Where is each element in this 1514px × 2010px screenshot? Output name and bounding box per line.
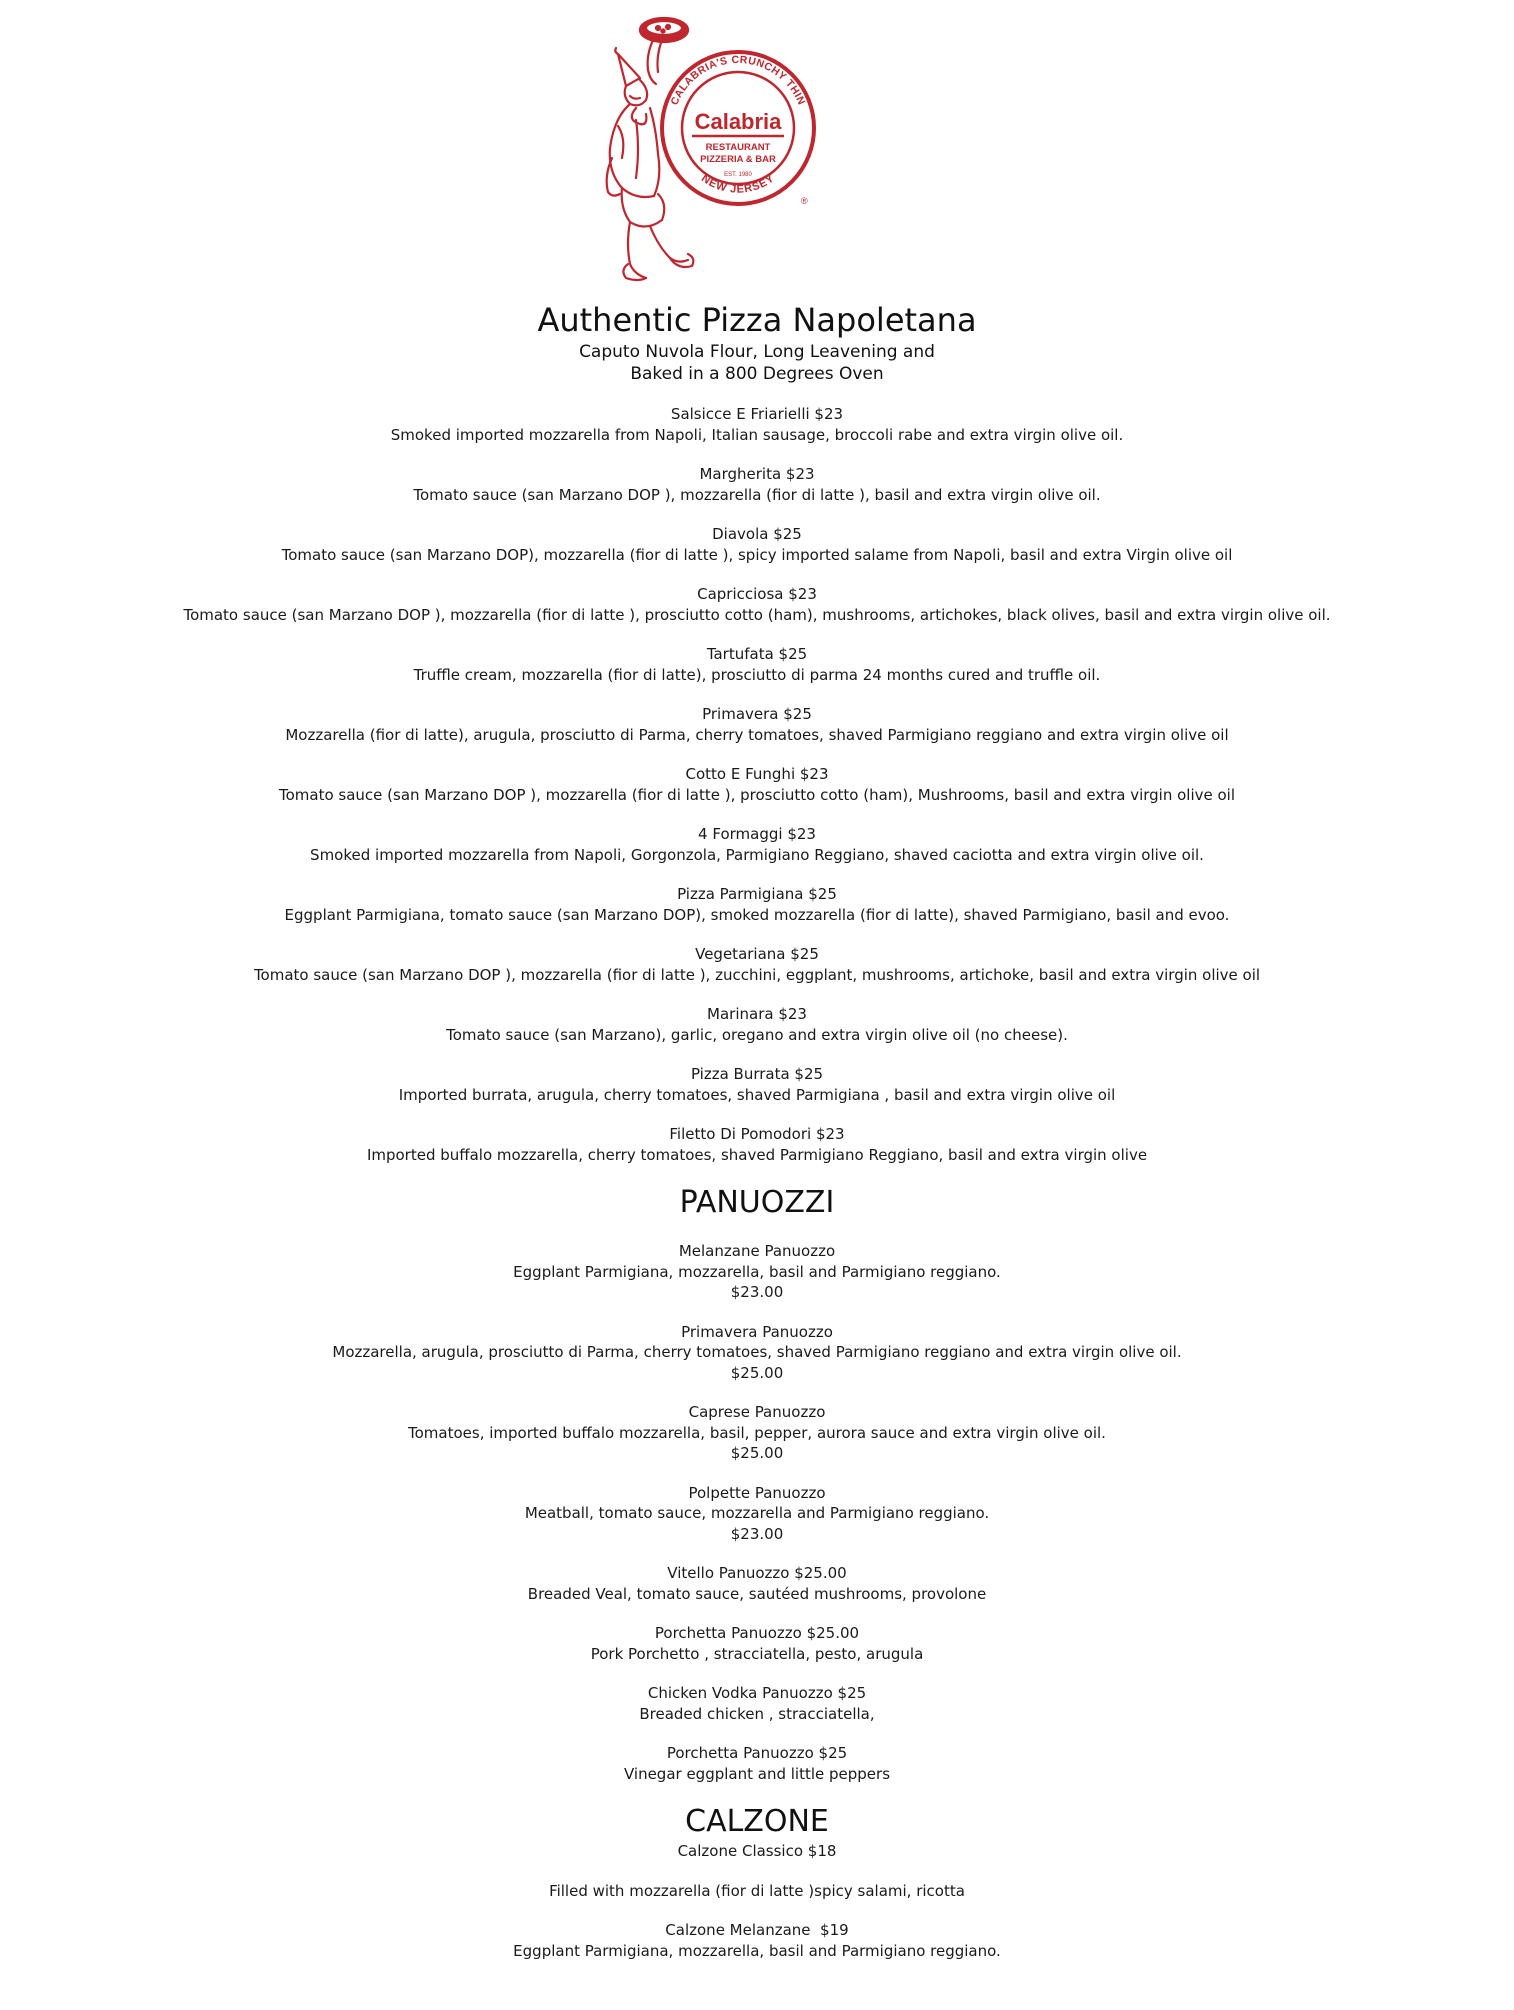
calzone-heading: CALZONE: [685, 1804, 829, 1839]
item-name: Caprese Panuozzo: [688, 1403, 826, 1421]
item-price: $23.00: [730, 1283, 784, 1301]
item-description: Mozzarella, arugula, prosciutto di Parma, cherry tomatoes, shaved Parmigiano reggiano and extra virgin olive oil.: [332, 1343, 1182, 1361]
item-name: Porchetta Panuozzo $25: [666, 1744, 848, 1762]
item-name: Calzone Melanzane $19: [665, 1921, 849, 1939]
item-description: Tomato sauce (san Marzano DOP ), mozzarella (fior di latte ), prosciutto cotto (ham), Mushrooms, basil and extra virgin olive oil: [278, 785, 1236, 804]
pizza-item: [0, 704, 1514, 745]
item-description: Tomatoes, imported buffalo mozzarella, basil, pepper, aurora sauce and extra virgin olive oil.: [408, 1423, 1106, 1442]
item-description: Tomato sauce (san Marzano DOP), mozzarella (fior di latte ), spicy imported salame from Napoli, basil and extra Virgin olive oil: [281, 545, 1233, 564]
item-description: Tomato sauce (san Marzano), garlic, oregano and extra virgin olive oil (no cheese).: [446, 1025, 1068, 1044]
calzone-classico-name: Calzone Classico $18: [677, 1842, 837, 1860]
panuozzo-item: [0, 1563, 1514, 1604]
pizza-item: [0, 404, 1514, 445]
pizza-item: [0, 944, 1514, 985]
item-description: Tomato sauce (san Marzano DOP ), mozzarella (fior di latte ), basil and extra virgin olive oil.: [413, 485, 1101, 504]
item-description: Tomato sauce (san Marzano DOP ), mozzarella (fior di latte ), prosciutto cotto (ham), mushrooms, artichokes, black olives, basil and extra virgin olive oil.: [183, 605, 1331, 624]
logo-sub1: RESTAURANT: [705, 142, 771, 153]
pizza-item: [0, 764, 1514, 805]
item-name: Pizza Burrata $25: [690, 1065, 824, 1083]
panuozzo-item: [0, 1483, 1514, 1545]
logo-ring-top-text: CALABRIA'S CRUNCHY THIN: [668, 53, 808, 107]
item-description: Pork Porchetto , stracciatella, pesto, arugula: [590, 1644, 924, 1663]
panuozzo-item: [0, 1683, 1514, 1724]
logo-badge: [662, 52, 814, 206]
item-name: Cotto E Funghi $23: [685, 765, 829, 783]
calzone-classico-description: Filled with mozzarella (fior di latte )spicy salami, ricotta: [549, 1881, 965, 1900]
pizza-item: [0, 644, 1514, 685]
item-name: Melanzane Panuozzo: [678, 1242, 836, 1260]
menu-body: [0, 404, 1514, 1980]
calabria-logo: [596, 8, 836, 290]
item-name: Chicken Vodka Panuozzo $25: [647, 1684, 867, 1702]
pizza-list: [0, 404, 1514, 1165]
item-description: Smoked imported mozzarella from Napoli, Gorgonzola, Parmigiano Reggiano, shaved caciotta and extra virgin olive oil.: [310, 845, 1204, 864]
item-name: Salsicce E Friarielli $23: [670, 405, 844, 423]
panuozzo-item: [0, 1322, 1514, 1384]
item-description: Eggplant Parmigiana, mozzarella, basil and Parmigiano reggiano.: [513, 1941, 1001, 1960]
item-description: Vinegar eggplant and little peppers: [623, 1764, 891, 1783]
item-name: Porchetta Panuozzo $25.00: [654, 1624, 860, 1642]
subtitle-line-1: Caputo Nuvola Flour, Long Leavening and: [579, 342, 935, 362]
pizza-item: [0, 884, 1514, 925]
item-description: Breaded chicken , stracciatella,: [639, 1704, 875, 1723]
item-name: Filetto Di Pomodori $23: [669, 1125, 845, 1143]
calzone-list: [0, 1841, 1514, 1961]
item-description: Eggplant Parmigiana, mozzarella, basil and Parmigiano reggiano.: [513, 1262, 1001, 1281]
item-name: Primavera Panuozzo: [681, 1322, 833, 1341]
panuozzi-heading: PANUOZZI: [679, 1185, 835, 1220]
item-price: $23.00: [730, 1524, 784, 1543]
item-name: Pizza Parmigiana $25: [677, 885, 837, 903]
panuozzo-item: [0, 1241, 1514, 1303]
item-name: Marinara $23: [707, 1005, 807, 1023]
item-name: Tartufata $25: [706, 645, 808, 663]
item-name: Primavera $25: [702, 705, 812, 723]
item-name: Vitello Panuozzo $25.00: [667, 1564, 847, 1582]
item-name: 4 Formaggi $23: [698, 825, 816, 843]
item-description: Smoked imported mozzarella from Napoli, Italian sausage, broccoli rabe and extra virgin olive oil.: [390, 425, 1124, 444]
page-title: Authentic Pizza Napoletana: [537, 301, 977, 339]
logo-est: EST. 1980: [724, 172, 752, 178]
item-price: $25.00: [730, 1444, 784, 1462]
pizza-item: [0, 824, 1514, 865]
item-description: Breaded Veal, tomato sauce, sautéed mushrooms, provolone: [527, 1584, 987, 1603]
logo-ring-bottom-text: NEW JERSEY: [699, 172, 777, 196]
pizza-item: [0, 1124, 1514, 1165]
item-description: Imported burrata, arugula, cherry tomatoes, shaved Parmigiana , basil and extra virgin olive oil: [398, 1085, 1116, 1104]
panuozzi-list: [0, 1241, 1514, 1784]
item-description: Meatball, tomato sauce, mozzarella and Parmigiano reggiano.: [524, 1504, 990, 1522]
panuozzo-item: [0, 1623, 1514, 1664]
pizza-item: [0, 1064, 1514, 1105]
logo-brand: Calabria: [694, 109, 782, 134]
item-price: $25.00: [730, 1363, 784, 1382]
pizza-item: [0, 1004, 1514, 1045]
item-description: Truffle cream, mozzarella (fior di latte), prosciutto di parma 24 months cured and truffle oil.: [413, 665, 1101, 684]
item-name: Capricciosa $23: [697, 585, 817, 603]
item-description: Eggplant Parmigiana, tomato sauce (san Marzano DOP), smoked mozzarella (fior di latte), shaved Parmigiano, basil and evoo.: [284, 905, 1230, 924]
item-name: Vegetariana $25: [695, 945, 819, 963]
pizza-item: [0, 464, 1514, 505]
item-description: Imported buffalo mozzarella, cherry tomatoes, shaved Parmigiano Reggiano, basil and extra virgin olive: [366, 1145, 1148, 1164]
pizza-item: [0, 584, 1514, 625]
calzone-item: [0, 1920, 1514, 1961]
subtitle-line-2: Baked in a 800 Degrees Oven: [630, 364, 884, 384]
pizza-item: [0, 524, 1514, 565]
item-name: Diavola $25: [712, 525, 802, 543]
item-description: Tomato sauce (san Marzano DOP ), mozzarella (fior di latte ), zucchini, eggplant, mushrooms, artichoke, basil and extra virgin olive oil: [253, 965, 1261, 984]
panuozzo-item: [0, 1743, 1514, 1784]
logo-sub2: PIZZERIA & BAR: [700, 154, 776, 165]
registered-mark-icon: ®: [801, 196, 808, 206]
item-name: Polpette Panuozzo: [688, 1483, 826, 1502]
item-name: Margherita $23: [699, 465, 815, 483]
panuozzo-item: [0, 1402, 1514, 1464]
page-subtitle: [0, 341, 1514, 385]
item-description: Mozzarella (fior di latte), arugula, prosciutto di Parma, cherry tomatoes, shaved Parmigiano reggiano and extra virgin olive oil: [285, 725, 1229, 744]
